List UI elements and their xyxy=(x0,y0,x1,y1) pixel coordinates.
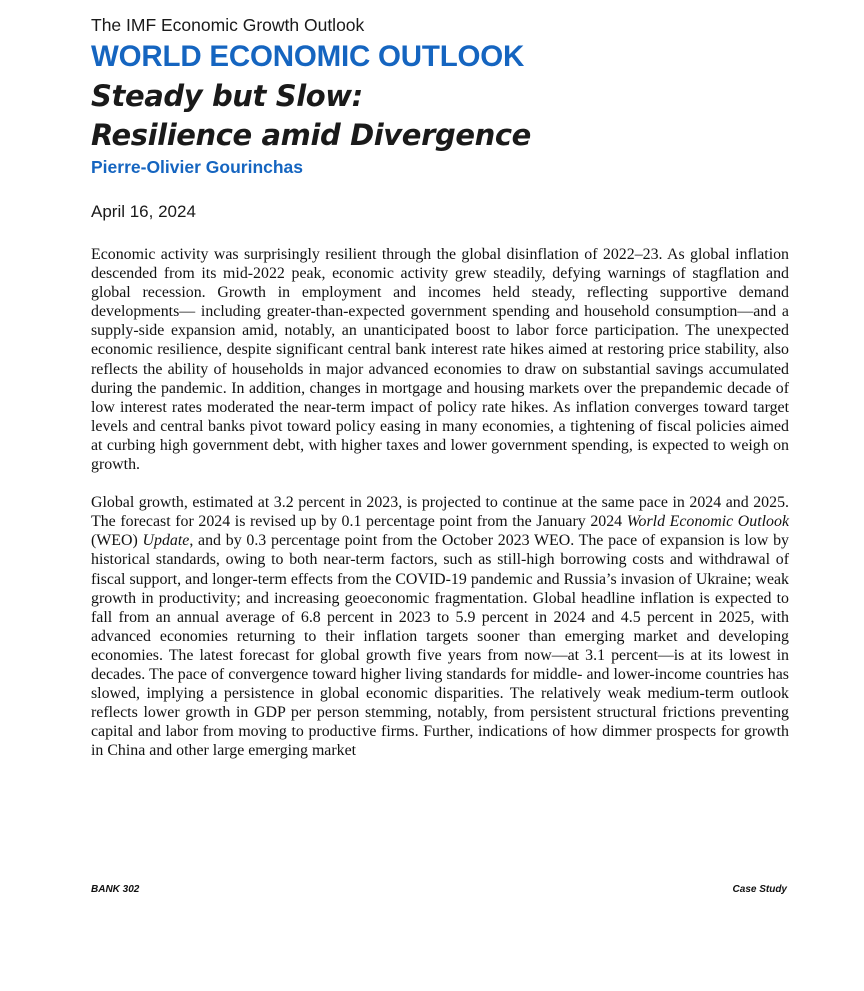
weo-title-italic: World Economic Outlook xyxy=(626,513,789,531)
subtitle-line-2: Resilience amid Divergence xyxy=(91,118,531,152)
author-name: Pierre-Olivier Gourinchas xyxy=(91,157,304,177)
paragraph-2-part-c: (WEO) xyxy=(91,532,143,550)
update-italic: Update xyxy=(142,532,190,550)
body-paragraph-1: Economic activity was surprisingly resilient through the global disinflation of 2022–23. As global inflation descended from its mid-2022 peak, economic activity grew steadily, defying warnings of stagflation and global recession. Growth in employment and incomes held steady, reflecting supportive demand developments— including greater-than-expected government spending and household consumption—and a supply-side expansion amid, notably, an unanticipated boost to labor force participation. The unexpected economic resilience, despite significant central bank interest rate hikes aimed at restoring price stability, also reflects the ability of households in major advanced economies to draw on substantial savings accumulated during the pandemic. In addition, changes in mortgage and housing markets over the prepandemic decade of low interest rates moderated the near-term impact of policy rate hikes. As inflation converges toward target levels and central banks pivot toward policy easing in many economies, a tightening of fiscal policies aimed at curbing high government debt, with higher taxes and lower government spending, is expected to weigh on growth. xyxy=(91,246,789,474)
document-page xyxy=(91,14,789,760)
subtitle-line-1: Steady but Slow: xyxy=(91,79,363,113)
page-title: WORLD ECONOMIC OUTLOOK xyxy=(91,40,525,73)
subtitle xyxy=(91,77,789,155)
footer-doc-type: Case Study xyxy=(732,884,787,895)
publication-date: April 16, 2024 xyxy=(91,202,196,221)
footer-course-code: BANK 302 xyxy=(91,884,140,895)
paragraph-2-part-e: , and by 0.3 percentage point from the October 2023 WEO. The pace of expansion is low by historical standards, owing to both near-term factors, such as still-high borrowing costs and withdrawal of fiscal support, and longer-term effects from the COVID-19 pandemic and Russia’s invasion of Ukraine; weak growth in productivity; and increasing geoeconomic fragmentation. Global headline inflation is expected to fall from an annual average of 6.8 percent in 2023 to 5.9 percent in 2024 and 4.5 percent in 2025, with advanced economies returning to their inflation targets sooner than emerging market and developing economies. The latest forecast for global growth five years from now—at 3.1 percent—is at its lowest in decades. The pace of convergence toward higher living standards for middle- and lower-income countries has slowed, implying a persistence in global economic disparities. The relatively weak medium-term outlook reflects lower growth in GDP per person stemming, notably, from persistent structural frictions preventing capital and labor from moving to productive firms. Further, indications of how dimmer prospects for growth in China and other large emerging market xyxy=(91,532,789,760)
paragraph-2-part-a: Global growth, estimated at 3.2 percent in 2023, is projected to continue at the same pace in 2024 and 2025. The forecast for 2024 is revised up by 0.1 percentage point from the January 2024 xyxy=(91,494,789,531)
kicker-text: The IMF Economic Growth Outlook xyxy=(91,15,365,35)
body-paragraph-2 xyxy=(91,493,789,760)
